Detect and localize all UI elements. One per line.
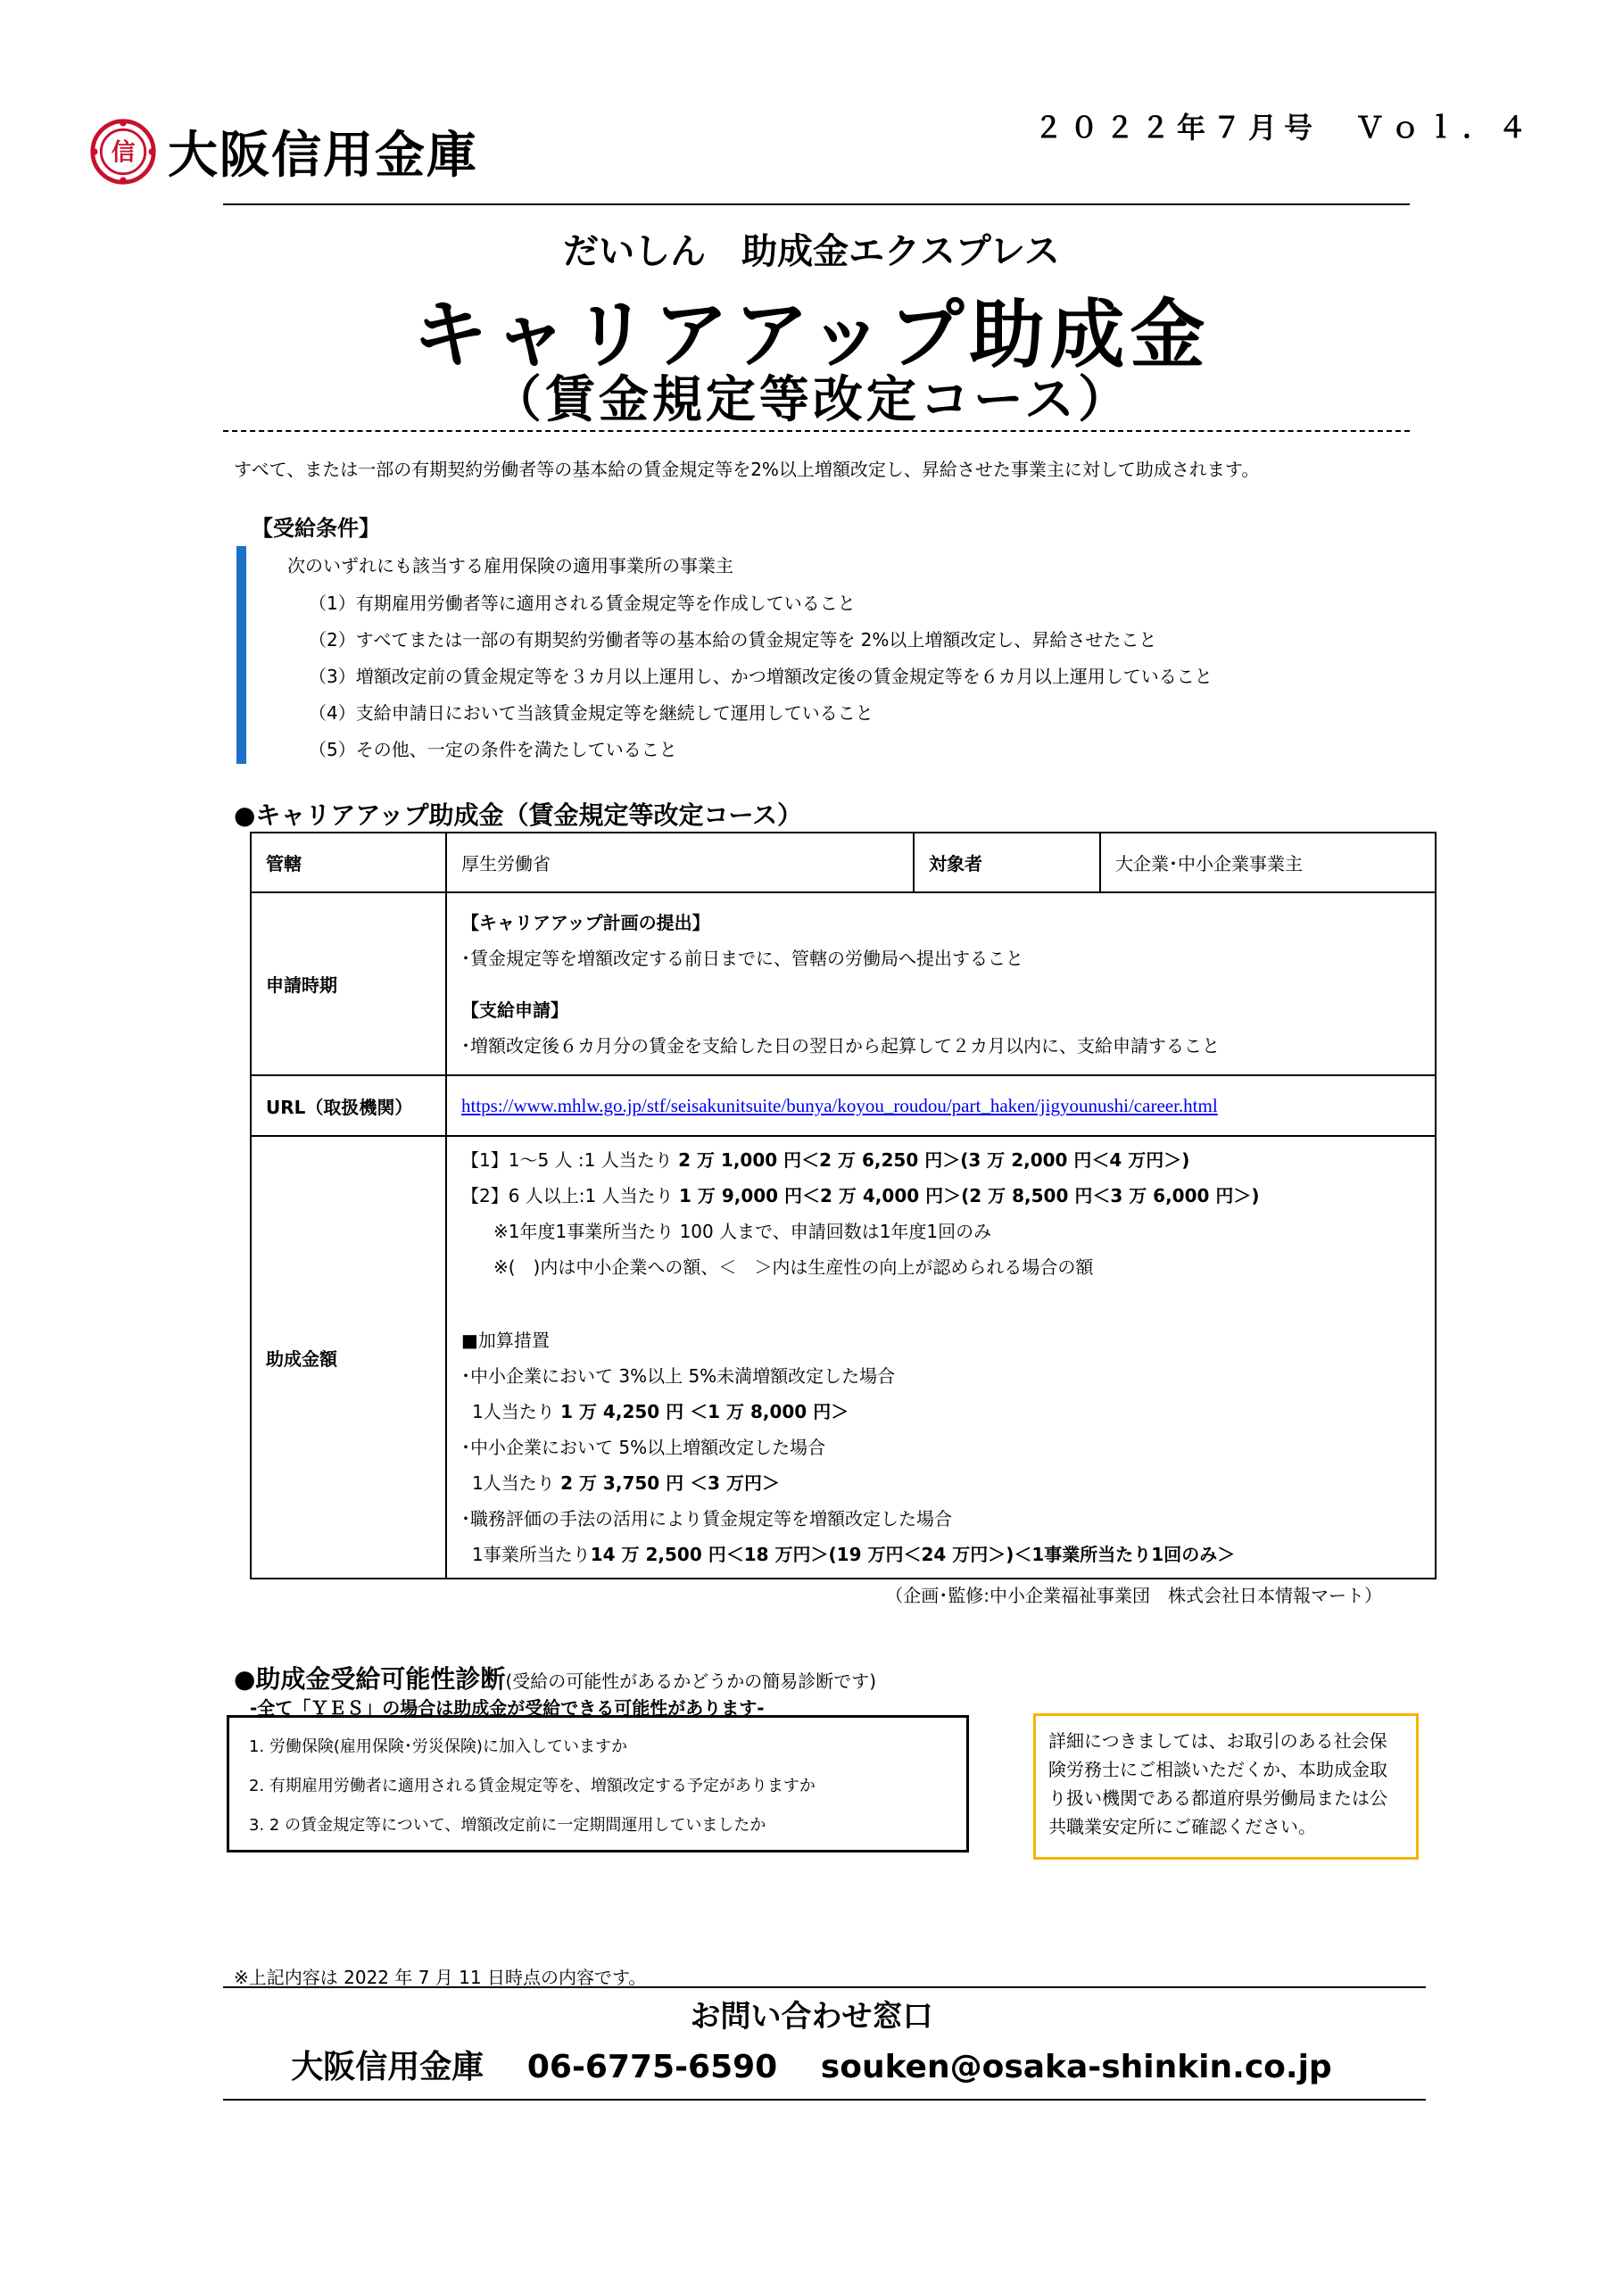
diagnosis-subheading: -全て「ＹＥＳ」の場合は助成金が受給できる可能性があります- [250, 1697, 765, 1719]
conditions-accent-bar [236, 546, 246, 764]
mhlw-career-up-link[interactable]: https://www.mhlw.go.jp/stf/seisakunitsuite/bunya/koyou_roudou/part_haken/jigyounushi/career.html [461, 1094, 1218, 1116]
diagnosis-heading: ●助成金受給可能性診断(受給の可能性があるかどうかの簡易診断です) [234, 1664, 877, 1694]
amount-line-1: 【1】1～5 人 :1 人当たり 2 万 1,000 円＜2 万 6,250 円＞(3 万 2,000 円＜4 万円＞) [461, 1149, 1190, 1171]
period-heading-apply: 【支給申請】 [461, 999, 568, 1021]
contact-heading: お問い合わせ窓口 [690, 1999, 933, 2035]
url-label: URL（取扱機関） [251, 1075, 446, 1136]
logo-text: 大阪信用金庫 [168, 127, 478, 185]
footer-divider-top [223, 1986, 1426, 1988]
consultation-note: 詳細につきましては、お取引のある社会保険労務士にご相談いただくか、本助成金取り扱い機関である都道府県労働局または公共職業安定所にご確認ください。 [1033, 1713, 1419, 1860]
contact-line [0, 2042, 1623, 2087]
amount-cell [446, 1136, 1436, 1579]
addon-condition: ･職務評価の手法の活用により賃金規定等を増額改定した場合 [461, 1508, 952, 1529]
diagnosis-checklist [227, 1715, 969, 1853]
condition-item: （3）増額改定前の賃金規定等を３カ月以上運用し、かつ増額改定後の賃金規定等を６カ月以上運用していること [309, 666, 1213, 687]
condition-item: （1）有期雇用労働者等に適用される賃金規定等を作成していること [309, 593, 856, 614]
newsletter-subtitle: だいしん 助成金エクスプレス [563, 231, 1060, 272]
table-row [251, 892, 1436, 1075]
osaka-shinkin-logo-mark [89, 118, 157, 186]
logo-mark-text: 信 [111, 138, 136, 167]
supervision-credit: （企画･監修:中小企業福祉事業団 株式会社日本情報マート） [885, 1585, 1382, 1606]
table-row [251, 1075, 1436, 1136]
subsidy-table [250, 832, 1437, 1579]
condition-item: （5）その他、一定の条件を満たしていること [309, 739, 677, 760]
contact-phone: 06-6775-6590 [526, 2049, 778, 2085]
contact-email: souken@osaka-shinkin.co.jp [820, 2049, 1332, 2085]
subsidy-table-heading: ●キャリアアップ助成金（賃金規定等改定コース） [234, 800, 803, 830]
table-row [251, 833, 1436, 892]
period-label: 申請時期 [251, 892, 446, 1075]
condition-item: （2）すべてまたは一部の有期契約労働者等の基本給の賃金規定等を 2%以上増額改定し、昇給させたこと [309, 629, 1157, 651]
footer-divider-bottom [223, 2099, 1426, 2101]
intro-text: すべて、または一部の有期契約労働者等の基本給の賃金規定等を2%以上増額改定し、昇給させた事業主に対して助成されます。 [234, 459, 1260, 480]
conditions-heading: 【受給条件】 [252, 516, 380, 541]
period-text-plan: ･賃金規定等を増額改定する前日までに、管轄の労働局へ提出すること [461, 947, 1023, 969]
period-heading-plan: 【キャリアアップ計画の提出】 [461, 911, 710, 933]
jurisdiction-value: 厚生労働省 [446, 833, 914, 892]
header-divider [223, 203, 1410, 205]
addon-condition: ･中小企業において 3%以上 5%未満増額改定した場合 [461, 1365, 896, 1387]
addon-heading: ■加算措置 [461, 1330, 550, 1351]
issue-number: ２０２２年７月号 Ｖｏｌ．４ [1033, 111, 1534, 145]
condition-item: （4）支給申請日において当該賃金規定等を継続して運用していること [309, 702, 874, 724]
amount-line-2: 【2】6 人以上:1 人当たり 1 万 9,000 円＜2 万 4,000 円＞(2 万 8,500 円＜3 万 6,000 円＞) [461, 1185, 1260, 1206]
url-cell [446, 1075, 1436, 1136]
conditions-lead: 次のいずれにも該当する雇用保険の適用事業所の事業主 [287, 555, 733, 576]
contact-name: 大阪信用金庫 [291, 2049, 484, 2085]
checklist-item: 1. 労働保険(雇用保険･労災保険)に加入していますか [249, 1737, 627, 1756]
amount-label: 助成金額 [251, 1136, 446, 1579]
addon-amount: 1人当たり 1 万 4,250 円 ＜1 万 8,000 円＞ [472, 1401, 849, 1422]
addon-amount: 1事業所当たり14 万 2,500 円＜18 万円＞(19 万円＜24 万円＞)＜1事業所当たり1回のみ＞ [472, 1544, 1236, 1565]
period-cell [446, 892, 1436, 1075]
checklist-item: 3. 2 の賃金規定等について、増額改定前に一定期間運用していましたか [249, 1816, 766, 1835]
target-value: 大企業･中小企業事業主 [1100, 833, 1436, 892]
logo [89, 116, 478, 187]
amount-note: ※1年度1事業所当たり 100 人まで、申請回数は1年度1回のみ [493, 1221, 992, 1242]
addon-condition: ･中小企業において 5%以上増額改定した場合 [461, 1437, 826, 1458]
date-footnote: ※上記内容は 2022 年 7 月 11 日時点の内容です。 [234, 1967, 647, 1988]
jurisdiction-label: 管轄 [251, 833, 446, 892]
addon-amount: 1人当たり 2 万 3,750 円 ＜3 万円＞ [472, 1472, 781, 1494]
page-title: キャリアアップ助成金 [412, 291, 1211, 378]
target-label: 対象者 [914, 833, 1100, 892]
title-divider [223, 430, 1410, 432]
course-title: （賃金規定等改定コース） [491, 371, 1132, 429]
amount-note: ※( )内は中小企業への額、＜ ＞内は生産性の向上が認められる場合の額 [493, 1256, 1094, 1278]
checklist-item: 2. 有期雇用労働者に適用される賃金規定等を、増額改定する予定がありますか [249, 1777, 816, 1795]
table-row [251, 1136, 1436, 1579]
period-text-apply: ･増額改定後６カ月分の賃金を支給した日の翌日から起算して２カ月以内に、支給申請すること [461, 1034, 1220, 1057]
